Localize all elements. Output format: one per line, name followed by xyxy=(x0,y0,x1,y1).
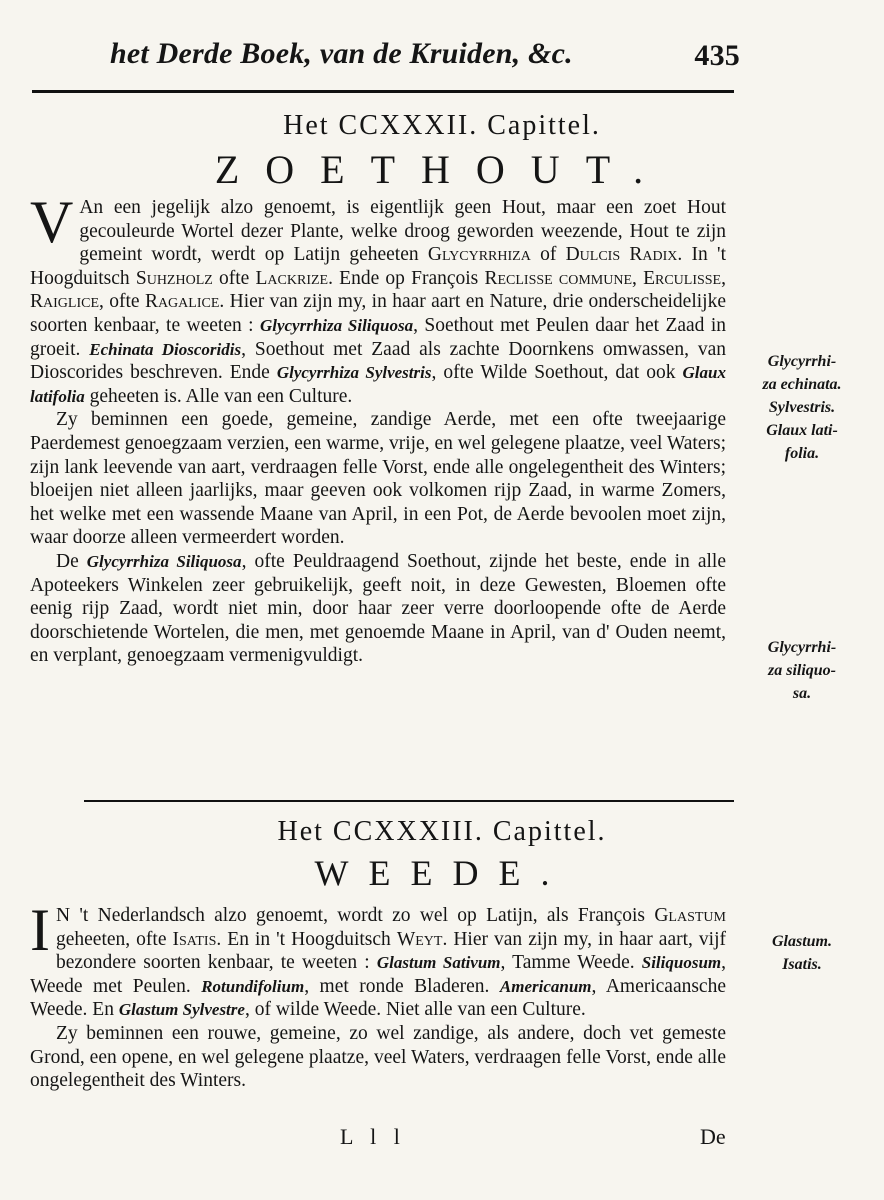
margin-note-line: Glycyrrhi- xyxy=(767,639,837,656)
term-latin: Glastum xyxy=(654,905,726,926)
margin-note-line: Sylvestris. xyxy=(768,399,836,416)
term-german: Weyt xyxy=(396,928,443,950)
catchword: De xyxy=(700,1124,726,1149)
text-run: , ofte Wilde Soethout, dat ook xyxy=(431,362,683,384)
term-french: Raiglice xyxy=(30,291,99,313)
header-rule xyxy=(32,90,734,93)
text-run: . In 't Hoogduitsch xyxy=(30,244,726,289)
text-run: De xyxy=(56,550,87,572)
text-run: . Hier van zijn my, in haar aart en Nature, drie onderscheidelijke soorten kenbaar, te weeten : xyxy=(30,291,726,336)
term-latin: Isatis xyxy=(172,928,217,950)
species-name: Glycyrrhiza Siliquosa xyxy=(259,315,414,335)
chapter-body xyxy=(30,189,726,668)
term-latin: Dulcis Radix xyxy=(565,244,678,266)
paragraph: Zy beminnen een rouwe, gemeine, zo wel zandige, als andere, doch vet gemeste Grond, een opene, en wel gelegene plaatze, veel Waters, verdraagen felle Vorst, ende alle ongelegentheit des Winters. xyxy=(30,1022,726,1092)
text-run: , Soethout met Peulen daar het Zaad in groeit. xyxy=(30,314,726,360)
margin-note-line: za echinata. xyxy=(762,376,842,393)
text-run: An een jegelijk alzo genoemt, is eigentlijk geen Hout, maar een zoet Hout gecouleurde Wortel dezer Plante, welke droog geworden weezende, Hout te zijn gemeint wordt, werdt op Latijn geheeten xyxy=(79,197,726,266)
chapter-divider xyxy=(84,800,734,802)
page-number: 435 xyxy=(694,39,740,72)
text-run: , Weede met Peulen. xyxy=(30,952,726,997)
paragraph xyxy=(30,550,726,668)
term-french: Reclisse commune xyxy=(484,267,632,289)
margin-note xyxy=(732,636,872,705)
chapter-heading: Het CCXXXIII. Capittel. xyxy=(277,816,607,847)
text-run: of xyxy=(530,244,566,266)
species-name: Glycyrrhiza Siliquosa xyxy=(86,551,242,571)
text-run: , of wilde Weede. Niet alle van een Culture. xyxy=(244,999,586,1021)
signature-mark: L l l xyxy=(340,1124,406,1149)
species-name: Glastum Sylvestre xyxy=(118,1000,245,1020)
species-name: Echinata Dioscoridis xyxy=(89,339,242,359)
text-run: , xyxy=(632,267,644,289)
margin-note-line: Glycyrrhi- xyxy=(767,353,837,370)
margin-note-line: folia. xyxy=(784,445,820,462)
paragraph xyxy=(30,189,726,408)
margin-note-line: Glastum. xyxy=(771,933,832,950)
chapter-heading: Het CCXXXII. Capittel. xyxy=(283,110,601,141)
term-german: Suhzholz xyxy=(135,267,213,289)
text-run: . En in 't Hoogduitsch xyxy=(216,928,397,950)
text-run: ofte xyxy=(212,267,256,289)
text-run: N 't Nederlandsch alzo genoemt, wordt zo wel op Latijn, als François xyxy=(55,905,655,926)
paragraph: Zy beminnen een goede, gemeine, zandige Aerde, met een ofte tweejaarige Paerdemest genoegzaam verzien, een warme, vrije, en wel gelegene plaatze, veel Waters; zijn lank leevende van aart, verdraagen felle Vorst, ende alle ongelegentheit des Winters; bloeijen niet alleen jaarlijks, maar geeven ook volkomen rijp Zaad, in warme Zomers, het welke met een wassende Maane van April, in een Pot, de Aerde bevoolen moet zijn, waar doorze alleen vermeerdert worden. xyxy=(30,409,726,549)
text-run: . Hier van zijn my, in haar aart, vijf bezondere soorten kenbaar, te weeten : xyxy=(55,928,727,974)
running-head-title: het Derde Boek, van de Kruiden, &c. xyxy=(110,37,573,70)
species-name: Rotundifolium xyxy=(201,976,305,996)
chapter-body xyxy=(30,897,727,1093)
margin-note xyxy=(732,930,872,976)
species-name: Glastum Sativum xyxy=(376,953,501,973)
margin-note-line: sa. xyxy=(792,685,812,702)
chapter-title: WEEDE. xyxy=(314,853,570,893)
term-latin: Glycyrrhiza xyxy=(427,244,531,266)
margin-note-line: Glaux lati- xyxy=(766,422,838,439)
text-run: , ofte xyxy=(99,291,145,313)
text-run: , ofte Peuldraagend Soethout, zijnde het beste, ende in alle Apoteekers Winkelen zeer gebruikelijk, geeft noit, in deze Gewesten, Bloemen ofte eenig rijp Zaad, wordt niet min, door haar zeer verre doorloopende ofte de Aerde doorschietende Wortelen, die men, met genoemde Maane in April, van d' Ouden neemt, en verplant, genoegzaam vermenigvuldigt. xyxy=(30,550,726,667)
species-name: Glycyrrhiza Sylvestris xyxy=(276,363,432,383)
term-german: Lackrize xyxy=(255,267,329,289)
species-name: Americanum xyxy=(499,976,592,996)
paragraph xyxy=(30,897,727,1022)
margin-note-line: za siliquo- xyxy=(767,662,836,679)
text-run: , xyxy=(721,267,726,289)
drop-cap: I xyxy=(30,897,50,963)
drop-cap: V xyxy=(30,189,74,255)
text-run: , met ronde Bladeren. xyxy=(304,975,500,997)
text-run: geheeten, ofte xyxy=(55,928,173,950)
running-head xyxy=(110,30,740,78)
term-french: Ragalice xyxy=(144,291,220,313)
term-french: Erculisse xyxy=(643,267,722,289)
chapter-title: ZOETHOUT. xyxy=(214,147,670,192)
species-name: Glaux latifolia xyxy=(30,363,726,406)
text-run: , Soethout met Zaad als zachte Doornkens omwassen, van Dioscorides beschreven. Ende xyxy=(30,338,726,384)
text-run: geheeten is. Alle van een Culture. xyxy=(84,385,353,407)
text-run: . Ende op François xyxy=(328,267,485,289)
margin-note xyxy=(732,350,872,465)
text-run: , Tamme Weede. xyxy=(500,952,642,974)
text-run: , Americaansche Weede. En xyxy=(30,975,726,1021)
species-name: Siliquosum xyxy=(641,953,722,973)
margin-note-line: Isatis. xyxy=(782,956,822,973)
